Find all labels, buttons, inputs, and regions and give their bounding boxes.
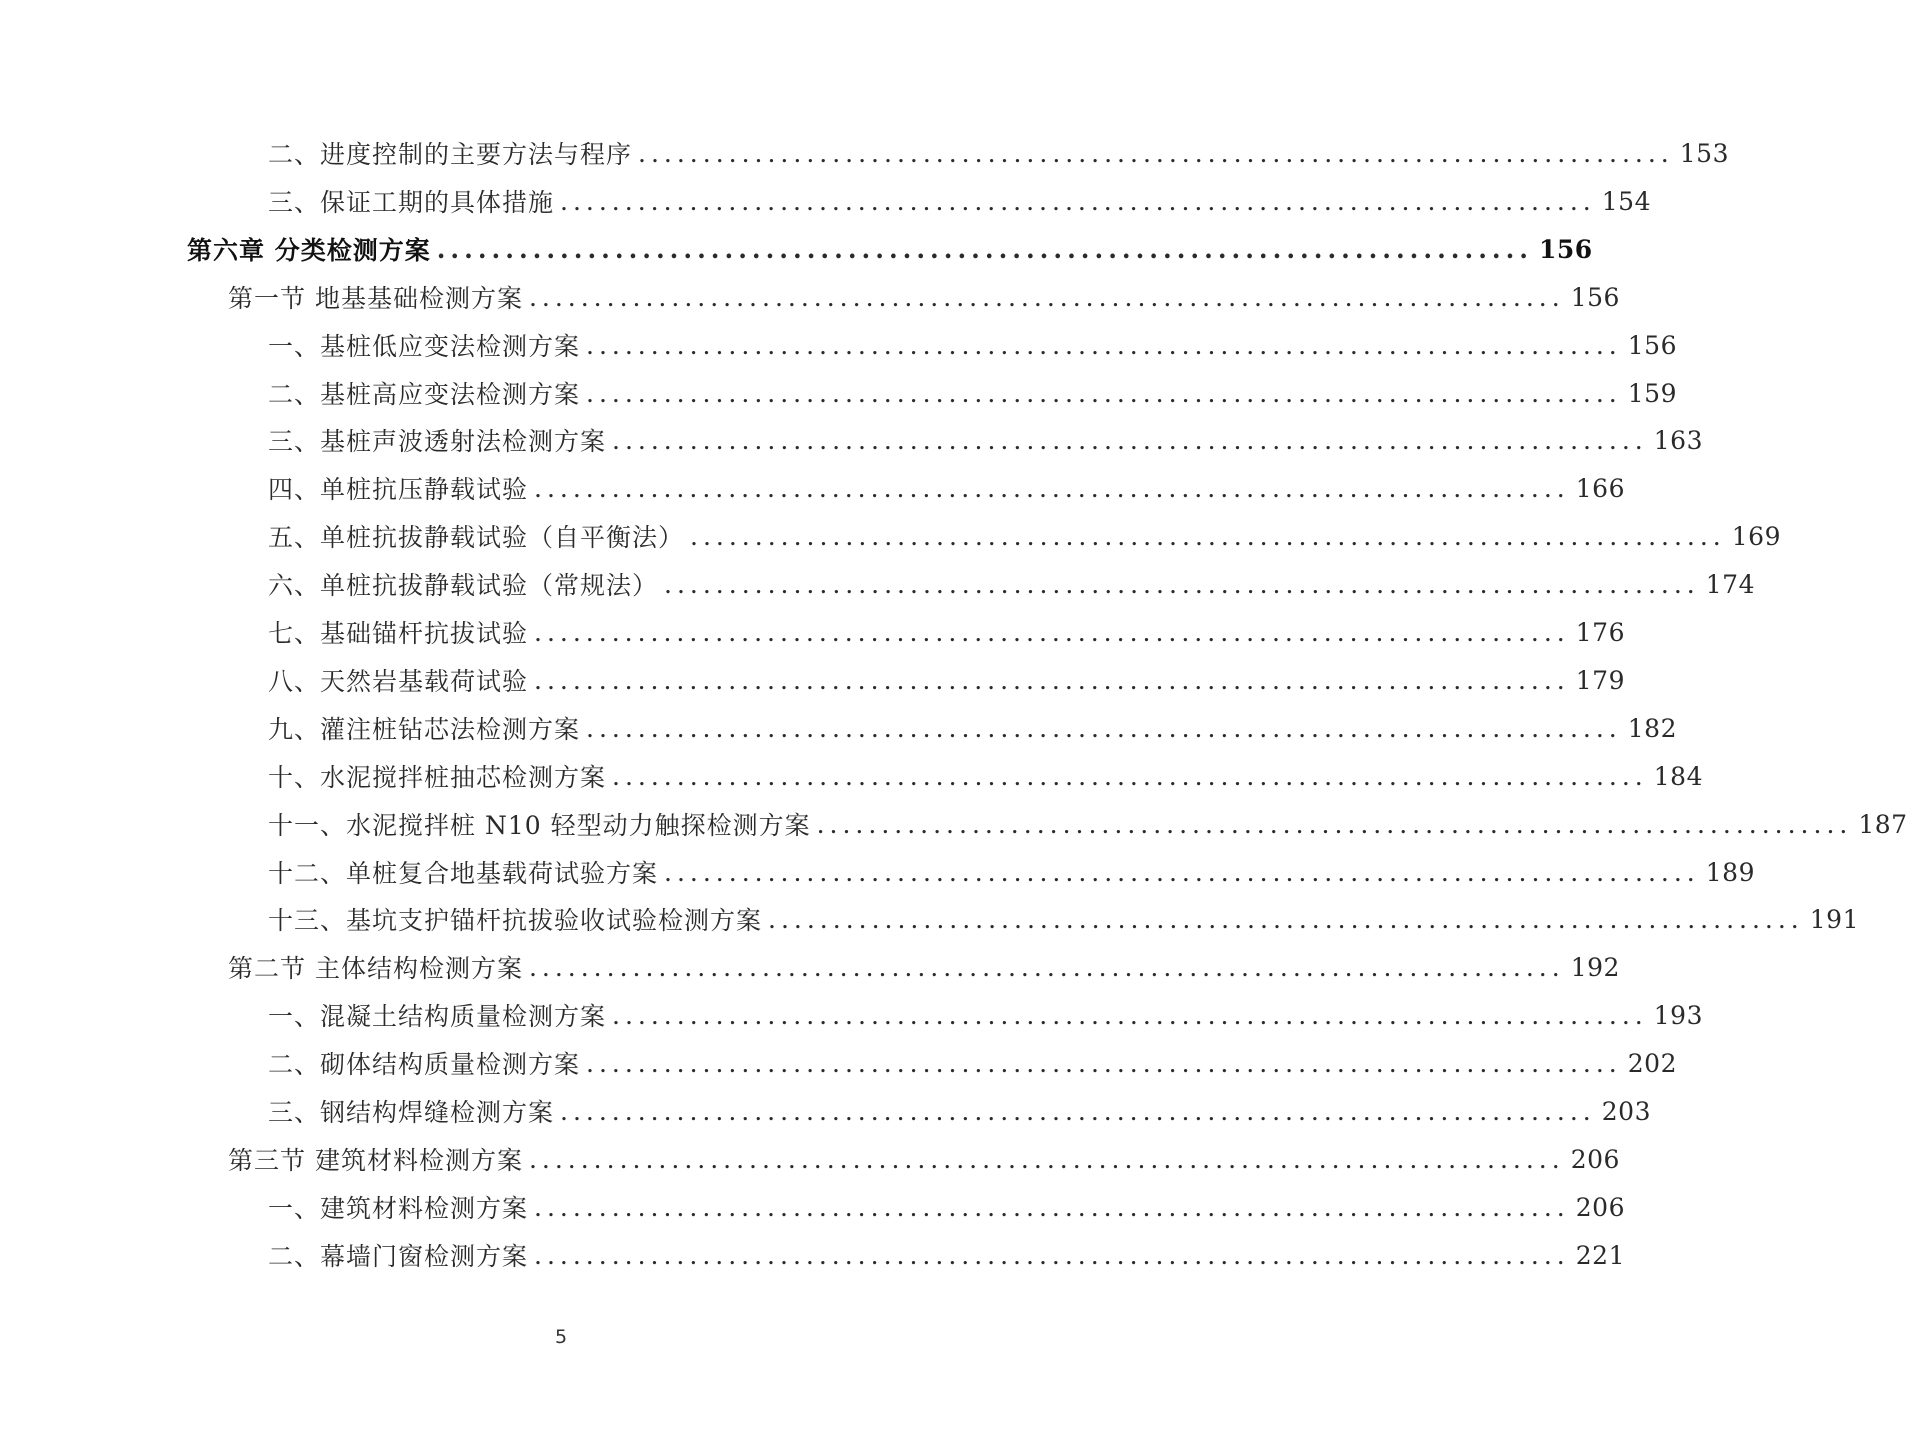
toc-entry-title: 四、单桩抗压静载试验	[268, 475, 529, 504]
toc-entry-page: 193	[1653, 1000, 1703, 1030]
toc-dot-leader: ................................................................................	[816, 809, 1853, 839]
toc-dot-leader: ................................................................................	[528, 1144, 1565, 1174]
toc-dot-leader: ................................................................................	[534, 1192, 1570, 1222]
toc-entry-page: 159	[1627, 378, 1677, 408]
toc-dot-leader: ................................................................................	[560, 1096, 1596, 1126]
toc-entry-title: 三、基桩声波透射法检测方案	[268, 427, 607, 456]
toc-entry-page: 163	[1653, 425, 1703, 455]
toc-entry-title: 十二、单桩复合地基载荷试验方案	[268, 859, 659, 888]
toc-entry-title: 二、幕墙门窗检测方案	[268, 1242, 529, 1271]
toc-item-entry[interactable]	[268, 752, 1703, 800]
toc-item-entry[interactable]	[268, 800, 1908, 848]
toc-entry-title: 一、基桩低应变法检测方案	[268, 332, 581, 361]
toc-item-entry[interactable]	[268, 895, 1859, 943]
toc-item-entry[interactable]	[268, 704, 1677, 752]
toc-entry-title: 第六章 分类检测方案	[187, 236, 431, 265]
toc-item-entry[interactable]	[268, 464, 1625, 512]
toc-dot-leader: ................................................................................	[638, 138, 1674, 168]
toc-entry-title: 第一节 地基基础检测方案	[228, 284, 523, 313]
toc-entry-title: 第二节 主体结构检测方案	[228, 954, 523, 983]
toc-item-entry[interactable]	[268, 1183, 1625, 1231]
toc-entry-title: 十、水泥搅拌桩抽芯检测方案	[268, 763, 607, 792]
toc-entry-title: 十三、基坑支护锚杆抗拔验收试验检测方案	[268, 906, 763, 935]
toc-entry-title: 五、单桩抗拔静载试验（自平衡法）	[268, 523, 685, 552]
toc-item-entry[interactable]	[268, 416, 1703, 464]
toc-entry-title: 一、建筑材料检测方案	[268, 1194, 529, 1223]
toc-entry-page: 187	[1858, 809, 1908, 839]
toc-item-entry[interactable]	[268, 560, 1755, 608]
toc-chapter-entry[interactable]	[187, 225, 1593, 273]
toc-item-entry[interactable]	[268, 129, 1729, 177]
toc-entry-title: 二、基桩高应变法检测方案	[268, 380, 581, 409]
toc-entry-page: 156	[1627, 330, 1677, 360]
toc-entry-title: 九、灌注桩钻芯法检测方案	[268, 715, 581, 744]
toc-dot-leader: ................................................................................	[586, 378, 1622, 408]
toc-item-entry[interactable]	[268, 656, 1625, 704]
toc-entry-page: 179	[1575, 665, 1625, 695]
toc-entry-page: 184	[1653, 761, 1703, 791]
toc-entry-page: 221	[1575, 1240, 1625, 1270]
page-number: 5	[554, 1326, 568, 1348]
toc-item-entry[interactable]	[268, 369, 1677, 417]
toc-dot-leader: ................................................................................	[586, 330, 1622, 360]
toc-entry-title: 七、基础锚杆抗拔试验	[268, 619, 529, 648]
toc-entry-page: 174	[1705, 569, 1755, 599]
toc-dot-leader: ................................................................................	[528, 282, 1565, 312]
toc-dot-leader: ................................................................................	[560, 186, 1596, 216]
toc-dot-leader: ................................................................................	[528, 952, 1565, 982]
toc-entry-page: 206	[1575, 1192, 1625, 1222]
toc-entry-page: 202	[1627, 1048, 1677, 1078]
toc-entry-page: 192	[1570, 952, 1620, 982]
toc-entry-title: 三、保证工期的具体措施	[268, 188, 555, 217]
toc-dot-leader: ................................................................................	[534, 1240, 1570, 1270]
toc-entry-page: 191	[1809, 904, 1859, 934]
toc-entry-page: 153	[1679, 138, 1729, 168]
toc-entry-title: 三、钢结构焊缝检测方案	[268, 1098, 555, 1127]
toc-entry-page: 203	[1601, 1096, 1651, 1126]
toc-entry-page: 169	[1731, 521, 1781, 551]
toc-dot-leader: ................................................................................	[586, 1048, 1622, 1078]
toc-entry-page: 166	[1575, 473, 1625, 503]
toc-dot-leader: ................................................................................	[534, 617, 1570, 647]
toc-entry-page: 156	[1570, 282, 1620, 312]
toc-entry-page: 189	[1705, 857, 1755, 887]
toc-entry-page: 156	[1539, 234, 1593, 264]
toc-entry-page: 154	[1601, 186, 1651, 216]
toc-entry-title: 二、砌体结构质量检测方案	[268, 1050, 581, 1079]
toc-dot-leader: ................................................................................	[612, 761, 1648, 791]
toc-entry-page: 206	[1570, 1144, 1620, 1174]
toc-entry-page: 176	[1575, 617, 1625, 647]
toc-dot-leader: ................................................................................	[534, 473, 1570, 503]
toc-dot-leader: ................................................................................	[768, 904, 1804, 934]
toc-item-entry[interactable]	[268, 1087, 1651, 1135]
toc-dot-leader: ................................................................................	[664, 857, 1700, 887]
toc-dot-leader: ................................................................................	[612, 1000, 1648, 1030]
toc-item-entry[interactable]	[268, 1231, 1625, 1279]
toc-item-entry[interactable]	[268, 1039, 1677, 1087]
toc-entry-title: 十一、水泥搅拌桩 N10 轻型动力触探检测方案	[268, 811, 811, 840]
toc-dot-leader: ................................................................................	[690, 521, 1726, 551]
toc-entry-title: 二、进度控制的主要方法与程序	[268, 140, 633, 169]
toc-entry-title: 一、混凝土结构质量检测方案	[268, 1002, 607, 1031]
toc-item-entry[interactable]	[268, 512, 1781, 560]
toc-dot-leader: ................................................................................	[534, 665, 1570, 695]
toc-entry-page: 182	[1627, 713, 1677, 743]
toc-section-entry[interactable]	[228, 1135, 1620, 1183]
toc-item-entry[interactable]	[268, 848, 1755, 896]
toc-dot-leader: ................................................................................	[612, 425, 1648, 455]
toc-dot-leader: ................................................................................	[586, 713, 1622, 743]
toc-item-entry[interactable]	[268, 321, 1677, 369]
toc-item-entry[interactable]	[268, 608, 1625, 656]
toc-entry-title: 第三节 建筑材料检测方案	[228, 1146, 523, 1175]
toc-section-entry[interactable]	[228, 943, 1620, 991]
toc-entry-title: 六、单桩抗拔静载试验（常规法）	[268, 571, 659, 600]
toc-section-entry[interactable]	[228, 273, 1620, 321]
toc-dot-leader: ................................................................................	[436, 234, 1534, 264]
toc-item-entry[interactable]	[268, 991, 1703, 1039]
toc-item-entry[interactable]	[268, 177, 1651, 225]
toc-dot-leader: ................................................................................	[664, 569, 1700, 599]
toc-entry-title: 八、天然岩基载荷试验	[268, 667, 529, 696]
